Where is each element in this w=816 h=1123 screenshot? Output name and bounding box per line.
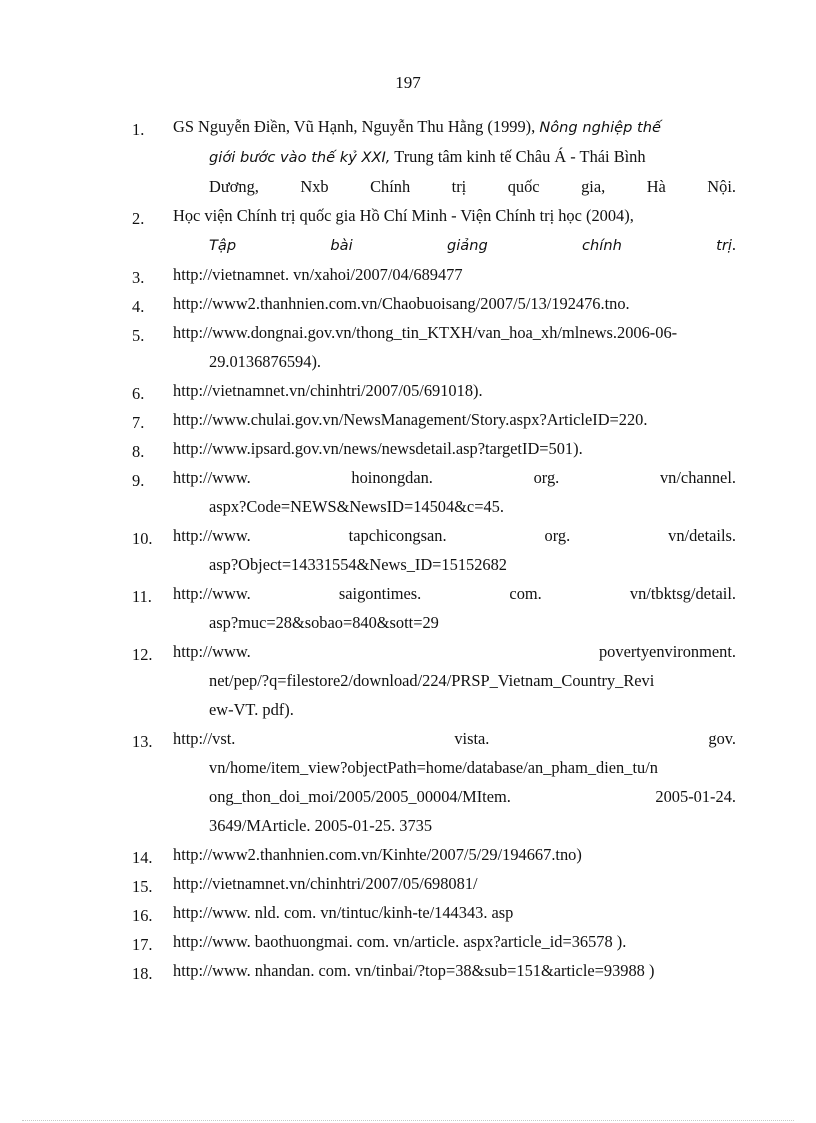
reference-item <box>132 637 736 724</box>
reference-line <box>173 376 736 405</box>
reference-text <box>173 434 736 463</box>
reference-number: 15. <box>132 877 153 896</box>
reference-text <box>173 289 736 318</box>
reference-text <box>173 405 736 434</box>
reference-line <box>173 753 736 782</box>
reference-line <box>173 550 736 579</box>
reference-text <box>173 927 736 956</box>
reference-segment: http://www.chulai.gov.vn/NewsManagement/Story.aspx?ArticleID=220. <box>173 410 648 429</box>
reference-text <box>173 376 736 405</box>
reference-segment: http://www. tapchicongsan. org. vn/details. <box>173 526 736 545</box>
reference-segment: http://www.dongnai.gov.vn/thong_tin_KTXH/van_hoa_xh/mlnews.2006-06- <box>173 323 678 342</box>
reference-line <box>173 405 736 434</box>
reference-segment: ong_thon_doi_moi/2005/2005_00004/MItem. 2005-01-24. <box>209 787 736 806</box>
reference-line <box>173 463 736 492</box>
reference-item <box>132 463 736 521</box>
reference-item <box>132 579 736 637</box>
reference-segment: http://www.ipsard.gov.vn/news/newsdetail.asp?targetID=501). <box>173 439 583 458</box>
reference-segment: 29.0136876594). <box>209 352 321 371</box>
reference-text <box>173 201 736 260</box>
reference-segment: http://www2.thanhnien.com.vn/Kinhte/2007/5/29/194667.tno) <box>173 845 582 864</box>
reference-line <box>173 172 736 201</box>
reference-line <box>173 608 736 637</box>
reference-title-italic: giới bước vào thế kỷ XXI, <box>209 149 391 166</box>
reference-item <box>132 724 736 840</box>
reference-line <box>173 318 736 347</box>
reference-line <box>173 695 736 724</box>
reference-item <box>132 927 736 956</box>
reference-number: 10. <box>132 529 153 548</box>
reference-segment: http://www. saigontimes. com. vn/tbktsg/detail. <box>173 584 736 603</box>
reference-item <box>132 434 736 463</box>
reference-text <box>173 112 736 201</box>
page-bottom-rule <box>22 1120 794 1121</box>
reference-text <box>173 579 736 637</box>
reference-segment: net/pep/?q=filestore2/download/224/PRSP_Vietnam_Country_Revi <box>209 671 655 690</box>
reference-line <box>173 289 736 318</box>
reference-text <box>173 318 736 376</box>
reference-segment: vn/home/item_view?objectPath=home/database/an_pham_dien_tu/n <box>209 758 658 777</box>
reference-line <box>173 579 736 608</box>
reference-number: 3. <box>132 268 145 287</box>
reference-segment: http://www2.thanhnien.com.vn/Chaobuoisang/2007/5/13/192476.tno. <box>173 294 630 313</box>
reference-segment: GS Nguyễn Điền, Vũ Hạnh, Nguyễn Thu Hằng (1999), <box>173 117 540 136</box>
reference-title-italic: Tập bài giảng chính trị <box>209 237 732 254</box>
reference-line <box>173 142 736 172</box>
reference-line <box>173 956 736 985</box>
reference-line <box>173 869 736 898</box>
reference-segment: Dương, Nxb Chính trị quốc gia, Hà Nội. <box>209 177 736 196</box>
reference-line <box>173 201 736 230</box>
reference-item <box>132 405 736 434</box>
reference-text <box>173 637 736 724</box>
reference-text <box>173 898 736 927</box>
reference-segment: http://www. povertyenvironment. <box>173 642 736 661</box>
reference-segment: http://www. baothuongmai. com. vn/article. aspx?article_id=36578 ). <box>173 932 627 951</box>
reference-item <box>132 318 736 376</box>
reference-number: 2. <box>132 209 145 228</box>
reference-item <box>132 289 736 318</box>
reference-segment: http://vietnamnet.vn/chinhtri/2007/05/691018). <box>173 381 483 400</box>
reference-text <box>173 869 736 898</box>
reference-item <box>132 840 736 869</box>
reference-number: 12. <box>132 645 153 664</box>
reference-text <box>173 724 736 840</box>
reference-segment: http://vietnamnet.vn/chinhtri/2007/05/698081/ <box>173 874 478 893</box>
reference-line <box>173 927 736 956</box>
reference-number: 1. <box>132 120 145 139</box>
reference-line <box>173 260 736 289</box>
reference-segment: http://www. nld. com. vn/tintuc/kinh-te/144343. asp <box>173 903 514 922</box>
reference-segment: Trung tâm kinh tế Châu Á - Thái Bình <box>390 147 646 166</box>
reference-text <box>173 840 736 869</box>
reference-item <box>132 376 736 405</box>
reference-line <box>173 782 736 811</box>
reference-segment: Học viện Chính trị quốc gia Hồ Chí Minh - Viện Chính trị học (2004), <box>173 206 634 225</box>
reference-number: 17. <box>132 935 153 954</box>
reference-number: 16. <box>132 906 153 925</box>
reference-segment: asp?Object=14331554&News_ID=15152682 <box>209 555 507 574</box>
reference-item <box>132 898 736 927</box>
reference-number: 6. <box>132 384 145 403</box>
reference-text <box>173 463 736 521</box>
reference-segment: http://vietnamnet. vn/xahoi/2007/04/689477 <box>173 265 463 284</box>
reference-number: 8. <box>132 442 145 461</box>
page-number: 197 <box>395 73 421 92</box>
reference-number: 9. <box>132 471 145 490</box>
reference-line <box>173 434 736 463</box>
reference-segment: 3649/MArticle. 2005-01-25. 3735 <box>209 816 433 835</box>
reference-line <box>173 112 736 142</box>
reference-item <box>132 956 736 985</box>
reference-number: 18. <box>132 964 153 983</box>
reference-item <box>132 112 736 201</box>
reference-number: 4. <box>132 297 145 316</box>
reference-title-italic: Nông nghiệp thế <box>539 119 661 136</box>
reference-list <box>132 112 736 985</box>
reference-text <box>173 956 736 985</box>
reference-text <box>173 521 736 579</box>
reference-line <box>173 637 736 666</box>
reference-text <box>173 260 736 289</box>
reference-segment: ew-VT. pdf). <box>209 700 294 719</box>
reference-segment: http://www. nhandan. com. vn/tinbai/?top=38&sub=151&article=93988 ) <box>173 961 655 980</box>
reference-segment: aspx?Code=NEWS&NewsID=14504&c=45. <box>209 497 504 516</box>
reference-line <box>173 521 736 550</box>
reference-item <box>132 521 736 579</box>
reference-number: 11. <box>132 587 152 606</box>
reference-segment: . <box>731 235 736 254</box>
reference-number: 5. <box>132 326 145 345</box>
reference-number: 13. <box>132 732 153 751</box>
reference-line <box>173 724 736 753</box>
reference-line <box>173 898 736 927</box>
reference-item <box>132 201 736 260</box>
reference-line <box>173 840 736 869</box>
reference-line <box>173 230 736 260</box>
reference-line <box>173 666 736 695</box>
reference-number: 7. <box>132 413 145 432</box>
reference-number: 14. <box>132 848 153 867</box>
reference-item <box>132 869 736 898</box>
reference-line <box>173 347 736 376</box>
reference-item <box>132 260 736 289</box>
reference-segment: http://www. hoinongdan. org. vn/channel. <box>173 468 736 487</box>
reference-segment: http://vst. vista. gov. <box>173 729 736 748</box>
reference-line <box>173 492 736 521</box>
reference-segment: asp?muc=28&sobao=840&sott=29 <box>209 613 439 632</box>
reference-line <box>173 811 736 840</box>
